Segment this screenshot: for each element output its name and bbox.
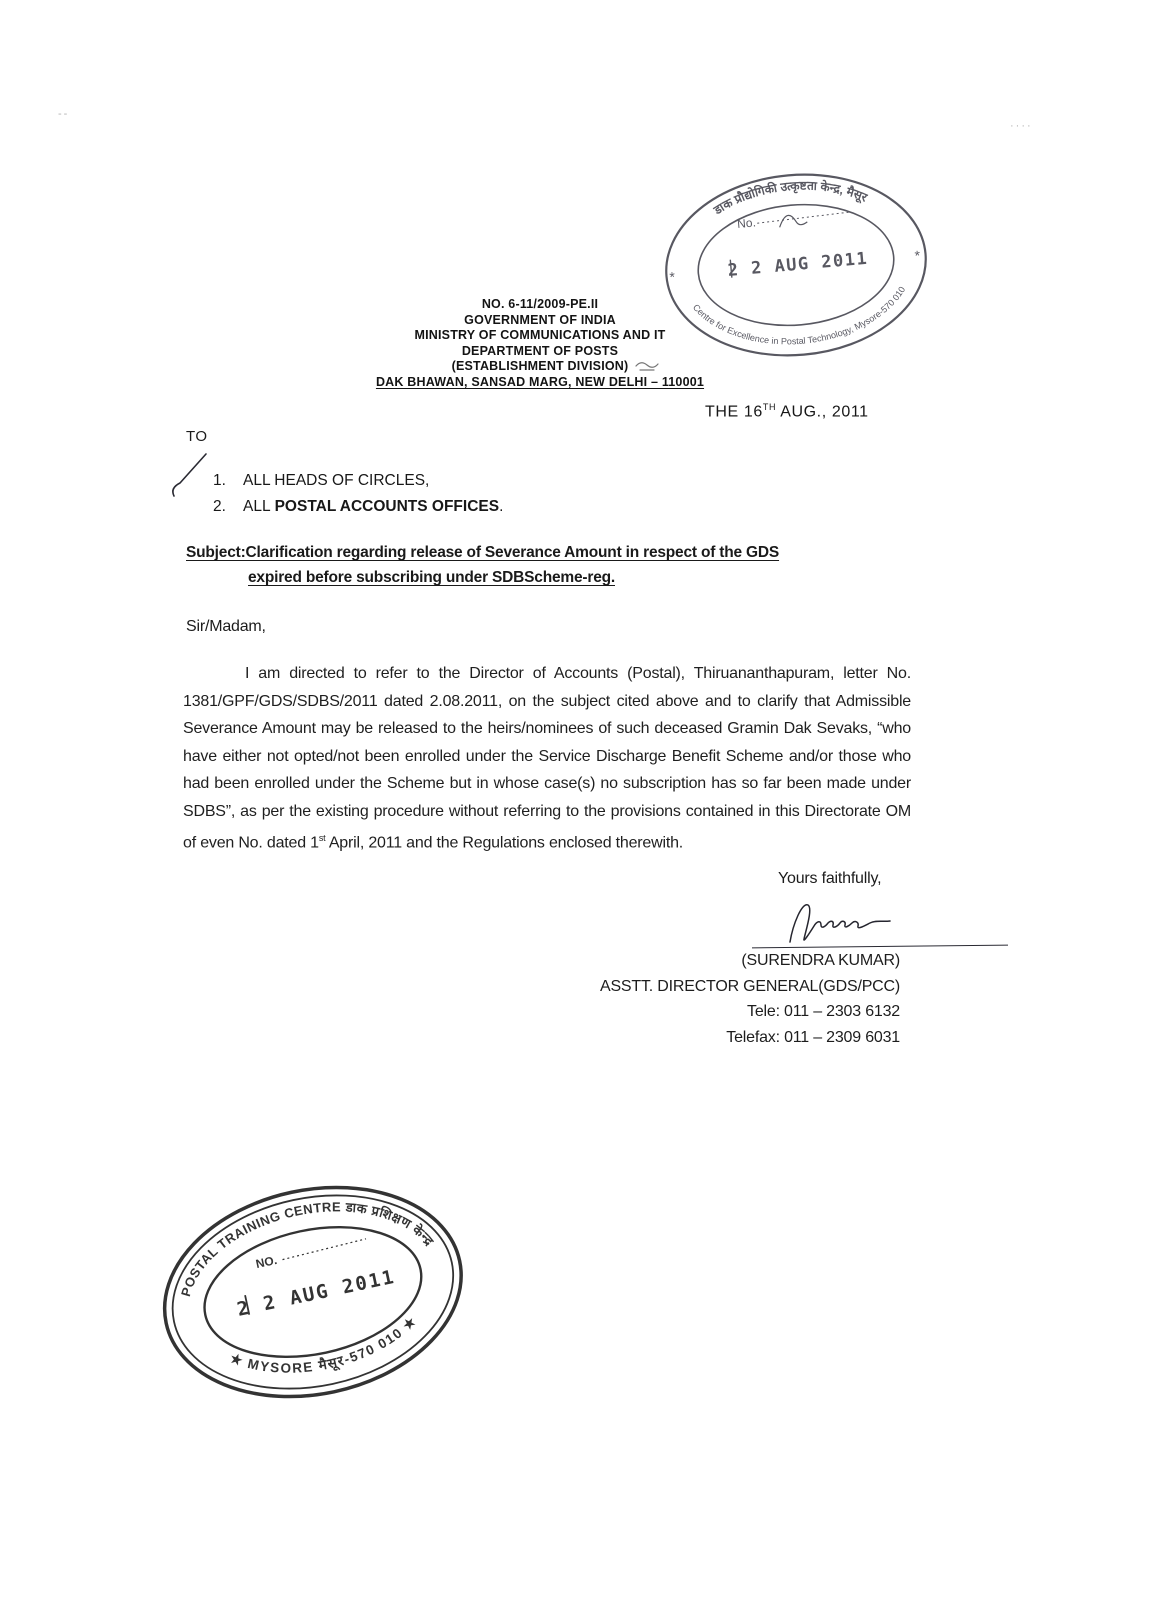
letter-date xyxy=(705,402,869,421)
recipient-number: 2. xyxy=(213,498,226,515)
recipient-item xyxy=(213,494,503,520)
signature-block xyxy=(555,948,900,1050)
stamp-coe-star-right: * xyxy=(913,247,921,264)
telefax: Telefax: 011 – 2309 6031 xyxy=(726,1028,900,1046)
office-stamp-ptc xyxy=(139,1155,487,1430)
ministry-line: MINISTRY OF COMMUNICATIONS AND IT xyxy=(414,328,666,342)
recipient-text: ALL xyxy=(243,498,271,515)
body-ordinal: st xyxy=(318,833,326,843)
stamp-coe-star-left: * xyxy=(668,268,676,286)
to-label: TO xyxy=(186,428,208,445)
stamp-coe-bottom-arc-text: Centre for Excellence in Postal Technology, Mysore-570 010 xyxy=(690,284,908,347)
recipient-list xyxy=(213,468,503,520)
body-text-end: April, 2011 and the Regulations enclosed therewith. xyxy=(325,834,684,852)
scan-noise-mark: -- xyxy=(58,108,70,120)
government-line: GOVERNMENT OF INDIA xyxy=(464,312,616,327)
division-line: (ESTABLISHMENT DIVISION) xyxy=(451,359,629,373)
stamp-ptc-bottom-arc-text: ★ MYSORE मैसूर-570 010 ★ xyxy=(228,1312,420,1376)
stamp-coe-pen-mark xyxy=(779,214,808,228)
date-prefix: THE 16 xyxy=(705,403,763,421)
scan-noise-mark: ···· xyxy=(1010,120,1033,132)
stamp-coe-no-dotted-line xyxy=(757,212,849,223)
svg-text:Centre for Excellence in Posta xyxy=(690,284,911,355)
recipient-text: ALL HEADS OF CIRCLES, xyxy=(243,472,430,489)
signatory-name: (SURENDRA KUMAR) xyxy=(741,952,900,969)
stamp-coe-date: 2 2 AUG 2011 xyxy=(726,248,870,281)
date-ordinal: TH xyxy=(762,402,777,412)
office-stamp-coe xyxy=(653,159,939,372)
stamp-coe-top-arc-text: डाक प्रौद्योगिकी उत्कृष्टता केन्द्र, मैसूर xyxy=(711,178,870,218)
date-suffix: AUG., 2011 xyxy=(776,403,869,421)
stamp-ptc-date: 2 2 AUG 2011 xyxy=(235,1265,398,1321)
stamp-ptc-no-label: NO. xyxy=(254,1252,279,1272)
address-line: DAK BHAWAN, SANSAD MARG, NEW DELHI – 110001 xyxy=(375,374,705,389)
reference-number: NO. 6-11/2009-PE.II xyxy=(481,297,599,311)
stamp-ptc-top-arc-text: POSTAL TRAINING CENTRE डाक प्रशिक्षण केन्द्र xyxy=(177,1199,438,1299)
department-line: DEPARTMENT OF POSTS xyxy=(461,343,619,358)
pen-tick-mark xyxy=(168,450,210,502)
body-text: I am directed to refer to the Director of Accounts (Postal), Thiruananthapuram, letter No. 1381/GPF/GDS/SDBS/2011 dated 2.08.2011, on the subject cited above and to clarify that Admissible Severance Amount may be released to the heirs/nominees of such deceased Gramin Dak Sevaks, “who have either not opted/not been enrolled under the Service Discharge Benefit Scheme and/or those who had been enrolled under the Scheme but in whose case(s) no subscription has so far been made under SDBS”, as per the existing procedure without referring to the provisions contained in this Directorate OM of even No. dated 1 xyxy=(183,665,911,852)
signatory-title: ASSTT. DIRECTOR GENERAL(GDS/PCC) xyxy=(599,977,900,995)
letter-body xyxy=(183,660,911,857)
recipient-text-post: . xyxy=(499,498,504,515)
recipient-text-bold: POSTAL ACCOUNTS OFFICES xyxy=(274,498,500,515)
subject-block xyxy=(186,540,886,590)
svg-text:POSTAL TRAINING CENTRE डाक प् xyxy=(165,1176,439,1301)
telephone: Tele: 011 – 2303 6132 xyxy=(747,1003,900,1020)
stamp-coe-no-label: No. xyxy=(736,215,757,231)
salutation: Sir/Madam, xyxy=(186,618,266,635)
signature-ink xyxy=(780,896,912,950)
recipient-number: 1. xyxy=(213,472,226,489)
stamp-ptc-no-dotted-line xyxy=(282,1239,367,1260)
valediction: Yours faithfully, xyxy=(778,870,882,887)
subject-line-1: Subject:Clarification regarding release of Severance Amount in respect of the GDS xyxy=(186,544,780,561)
recipient-item xyxy=(213,468,503,494)
subject-line-2: expired before subscribing under SDBScheme-reg. xyxy=(248,569,615,586)
pen-scribble xyxy=(634,358,668,372)
